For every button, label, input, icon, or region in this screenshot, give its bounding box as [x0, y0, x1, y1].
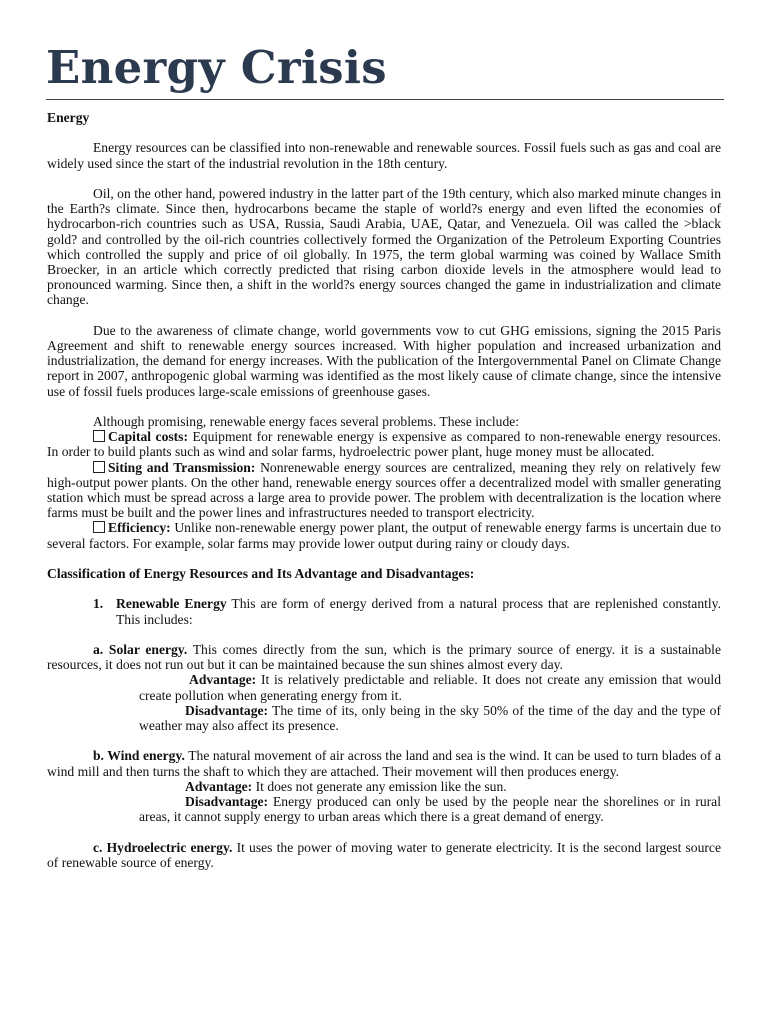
bullet-label: Capital costs:: [108, 429, 188, 445]
paragraph: Oil, on the other hand, powered industry in the latter part of the 19th century, which also marked minute changes in the Earth?s climate. Since then, hydrocarbons became the staple of world?s energy and even lifted the economies of hydrocarbon-rich countries such as USA, Russia, Saudi Arabia, UAE, Qatar, and Venezuela. Oil was called the >black gold? and controlled by the oil-rich countries collectively formed the Organization of the Petroleum Exporting Countries which controlled the supply and price of oil globally. In 1975, the term global warming was coined by Wallace Smith Broecker, in an article which correctly predicted that rising carbon dioxide levels in the atmosphere would lead to pronounced warming. Since then, a shift in the world?s energy sources changed the game in industrialization and climate change.: [47, 185, 721, 308]
bullet-text: Unlike non-renewable energy power plant, the output of renewable energy farms is uncertain due to several factors. For example, solar farms may provide lower output during rainy or cloudy days.: [47, 520, 721, 551]
section-heading-classification: Classification of Energy Resources and Its Advantage and Disadvantages:: [47, 566, 475, 582]
disadvantage-text: Disadvantage: Energy produced can only be used by the people near the shorelines or in rural areas, it cannot supply energy to urban areas which there is a great demand of energy.: [139, 794, 721, 825]
subitem-text: This comes directly from the sun, which is the primary source of energy. it is a sustainable resources, it does not run out but it can be maintained because the sun shines almost every day.: [47, 642, 721, 673]
advantage-label: Advantage:: [189, 672, 257, 688]
bullet-item: [47, 460, 721, 521]
subitem-solar: [47, 642, 721, 672]
paragraph: Although promising, renewable energy faces several problems. These include:: [93, 414, 520, 429]
item-number: 1.: [93, 596, 104, 612]
section-heading-energy: Energy: [47, 110, 90, 125]
advantage-text: Advantage: It does not generate any emission like the sun.: [47, 779, 721, 794]
disadvantage-label: Disadvantage:: [185, 794, 269, 810]
bullet-text: Nonrenewable energy sources are centralized, meaning they rely on relatively few high-output power plants. On the other hand, renewable energy sources offer a decentralized model with smaller generating station which must be spread across a large area to provide power. The problem with decentralization is the location where farms must be built and the power lines and infrastructures needed to transport electricity.: [47, 459, 722, 521]
bullet-text: Equipment for renewable energy is expensive as compared to non-renewable energy resources. In order to build plants such as wind and solar farms, hydroelectric power plant, huge money must be allocated.: [47, 429, 721, 460]
bullet-item: [47, 520, 721, 550]
bullet-label: Efficiency:: [108, 520, 171, 536]
subitem-label: b. Wind energy.: [93, 748, 185, 764]
bullet-item: [47, 429, 721, 459]
item-text: This are form of energy derived from a natural process that are replenished constantly. This includes:: [116, 596, 721, 627]
checkbox-bullet-icon: [93, 461, 105, 473]
subitem-text: It uses the power of moving water to generate electricity. It is the second largest source of renewable source of energy.: [47, 839, 721, 870]
paragraph: Energy resources can be classified into non-renewable and renewable sources. Fossil fuels such as gas and coal are widely used since the start of the industrial revolution in the 18th century.: [47, 140, 721, 171]
advantage-text: Advantage: It is relatively predictable and reliable. It does not create any emission that would create pollution when generating energy from it.: [139, 672, 721, 703]
document-body: [47, 110, 721, 870]
subitem-wind: [47, 748, 721, 778]
page-title: Energy Crisis: [46, 41, 387, 94]
title-divider: [46, 99, 724, 100]
checkbox-bullet-icon: [93, 430, 105, 442]
disadvantage-text: Disadvantage: The time of its, only being in the sky 50% of the time of the day and the type of weather may also affect its presence.: [139, 702, 721, 734]
subitem-hydro: [47, 840, 721, 870]
disadvantage-label: Disadvantage:: [185, 702, 269, 718]
subitem-text: The natural movement of air across the land and sea is the wind. It can be used to turn blades of a wind mill and then turns the shaft to which they are attached. Their movement will then produces energy.: [47, 748, 721, 779]
subitem-label: c. Hydroelectric energy.: [93, 839, 233, 855]
checkbox-bullet-icon: [93, 521, 105, 533]
item-label: Renewable Energy: [116, 596, 227, 612]
subitem-label: a. Solar energy.: [93, 642, 188, 657]
advantage-label: Advantage:: [185, 778, 253, 794]
bullet-label: Siting and Transmission:: [108, 459, 256, 475]
paragraph: Due to the awareness of climate change, world governments vow to cut GHG emissions, signing the 2015 Paris Agreement and shift to renewable energy sources increased. With higher population and increased urbanization and industrialization, the demand for energy increases. With the publication of the Intergovernmental Panel on Climate Change report in 2007, anthropogenic global warming was identified as the most likely cause of climate change, since the intensive use of fossil fuels produces large-scale emissions of greenhouse gases.: [47, 322, 721, 399]
numbered-item: [47, 596, 721, 626]
